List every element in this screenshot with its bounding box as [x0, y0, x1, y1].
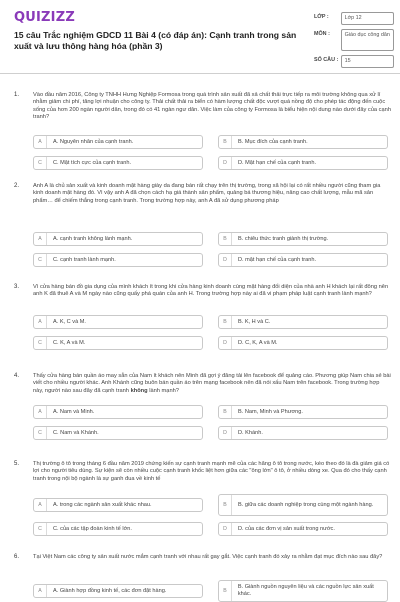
meta-count-value: 15	[341, 55, 394, 68]
question-text-part: Thấy cửa hàng bán quần áo may sẵn của Nam ít khách nên Minh đã gợi ý đăng tải lên facebook để quảng cáo. Phương giúp Nam chia sẻ bài viết cho nhiều người khác. Anh Khánh cũng buôn bán quần áo trên mạng facebook nên đã nói xấu Nam trên facebook. Trong trường hợp này, người nào sau đây đã cạnh tranh	[33, 373, 391, 394]
option-b[interactable]	[218, 315, 388, 329]
option-letter: D	[219, 523, 232, 535]
option-letter: D	[219, 254, 232, 266]
option-text: D. Khánh.	[238, 429, 263, 436]
option-text: B. Nam, Minh và Phương.	[238, 408, 303, 415]
option-b[interactable]	[218, 405, 388, 419]
option-letter: A	[34, 499, 47, 511]
option-d[interactable]	[218, 522, 388, 536]
option-text: A. Giành hợp đồng kinh tế, các đơn đặt hàng.	[53, 587, 167, 594]
question-number: 4.	[14, 373, 20, 379]
option-text: B. chiêu thức tranh giành thị trường.	[238, 235, 329, 242]
question-text: Anh A là chủ sản xuất và kinh doanh mặt hàng giày da đang bán rất chạy trên thị trường, trong xã hội lại có rất nhiều người cũng tham gia kinh doanh mặt hàng đó. Vì vậy anh A đã chọn cách hạ giá thành sản phẩm, quảng bá thương hiệu, nâng cao chất lượng, mẫu mã sản phẩm… để chiếm thắng trong cạnh tranh. Trong trường hợp này, anh A đã sử dụng phương pháp	[33, 183, 381, 204]
option-b[interactable]	[218, 135, 388, 149]
option-letter: C	[34, 523, 47, 535]
option-text: B. K, H và C.	[238, 318, 271, 325]
question-text-part: lành mạnh?	[147, 387, 179, 394]
meta-panel	[314, 12, 394, 72]
option-text: C. K, A và M.	[53, 339, 86, 346]
option-a[interactable]	[33, 498, 203, 512]
option-text: D. của các đơn vị sản xuất trong nước.	[238, 525, 335, 532]
option-a[interactable]	[33, 584, 203, 598]
option-c[interactable]	[33, 522, 203, 536]
option-letter: C	[34, 427, 47, 439]
option-letter: C	[34, 337, 47, 349]
option-letter: B	[219, 316, 232, 328]
meta-class-value: Lớp 12	[341, 12, 394, 25]
option-a[interactable]	[33, 315, 203, 329]
option-letter: A	[34, 316, 47, 328]
option-b[interactable]	[218, 494, 388, 516]
option-a[interactable]	[33, 135, 203, 149]
question-number: 1.	[14, 92, 20, 98]
meta-count-label: SỐ CÂU :	[314, 57, 339, 63]
question-text-emphasis: không	[130, 387, 148, 394]
option-text: C. của các tập đoàn kinh tế lớn.	[53, 525, 132, 532]
option-text: B. giữa các doanh nghiệp trong cùng một ngành hàng.	[238, 501, 374, 508]
question-text: Tại Việt Nam các công ty sản xuất nước mắm cạnh tranh với nhau rất gay gắt. Việc cạnh tranh đó xảy ra nhằm đạt mục đích nào sau đây?	[33, 554, 383, 560]
option-letter: A	[34, 233, 47, 245]
option-c[interactable]	[33, 336, 203, 350]
question-text: Vào đầu năm 2016, Công ty TNHH Hưng Nghiệp Formosa trong quá trình sản xuất đã xả chất thải trực tiếp ra môi trường không qua xử lí nhằm giảm chi phí, tăng lợi nhuận cho công ty. Thải chất thải ra biển có hàm lượng chất độc vượt quá nồng độ cho phép tác động đến cuộc sống của hơn 200 ngàn người dân, trong đó có 41 ngàn ngư dân. Việc làm của công ty Formosa là biểu hiện nội dung nào dưới đây của cạnh tranh?	[33, 92, 391, 121]
meta-count-row	[314, 55, 394, 68]
option-letter: C	[34, 254, 47, 266]
option-letter: C	[34, 157, 47, 169]
question-text: Thị trường ô tô trong tháng 6 đầu năm 2019 chứng kiến sự cạnh tranh mạnh mẽ của các hãng ô tô trong nước, kéo theo đó là đà giảm giá có lợi cho người tiêu dùng. Sự kiện sẽ còn nhiều cuộc cạnh tranh khốc liệt hơn giữa các "ông lớn" ô tô, ở nhiều dòng xe. Qua đó cho thấy cạnh tranh trong nội bộ ngành là sự ganh đua về kinh tế	[33, 461, 390, 482]
option-text: A. K, C và M.	[53, 318, 86, 325]
option-text: A. Nam và Minh.	[53, 408, 95, 415]
brand-logo: QUIZIZZ	[14, 10, 75, 25]
meta-subject-value: Giáo dục công dân	[341, 29, 394, 51]
option-c[interactable]	[33, 426, 203, 440]
option-letter: B	[219, 136, 232, 148]
option-b[interactable]	[218, 580, 388, 602]
question-number: 5.	[14, 461, 20, 467]
option-a[interactable]	[33, 405, 203, 419]
header-divider	[0, 73, 400, 74]
option-letter: A	[34, 585, 47, 597]
option-letter: B	[219, 581, 232, 601]
meta-class-label: LỚP :	[314, 14, 329, 20]
option-letter: B	[219, 406, 232, 418]
question-number: 3.	[14, 284, 20, 290]
option-text: B. Mục đích của cạnh tranh.	[238, 138, 308, 145]
question-number: 6.	[14, 554, 20, 560]
option-text: D. Mặt hạn chế của cạnh tranh.	[238, 159, 317, 166]
meta-subject-row	[314, 29, 394, 51]
meta-subject-label: MÔN :	[314, 31, 330, 37]
option-d[interactable]	[218, 426, 388, 440]
option-text: D. C, K, A và M.	[238, 339, 278, 346]
option-letter: D	[219, 157, 232, 169]
page-title: 15 câu Trắc nghiệm GDCD 11 Bài 4 (có đáp án): Cạnh tranh trong sản xuất và lưu thông hàng hóa (phần 3)	[14, 30, 297, 51]
option-text: B. Giành nguồn nguyên liệu và các nguồn lực sản xuất khác.	[237, 584, 374, 597]
option-text: A. Nguyên nhân của cạnh tranh.	[53, 138, 134, 145]
option-a[interactable]	[33, 232, 203, 246]
option-text: C. Mặt tích cực của cạnh tranh.	[53, 159, 132, 166]
option-text: A. cạnh tranh không lành mạnh.	[53, 235, 133, 242]
question-text	[33, 373, 391, 395]
option-c[interactable]	[33, 253, 203, 267]
option-c[interactable]	[33, 156, 203, 170]
question-number: 2.	[14, 183, 20, 189]
option-d[interactable]	[218, 253, 388, 267]
option-letter: A	[34, 406, 47, 418]
header	[0, 0, 400, 72]
option-b[interactable]	[218, 232, 388, 246]
option-letter: A	[34, 136, 47, 148]
option-text: C. Nam và Khánh.	[53, 429, 99, 436]
question-text: Vì cửa hàng bán đồ gia dụng của mình khách ít trong khi cửa hàng kinh doanh cùng mặt hàng đối diện của nhà anh H khách lại rất đông nên anh K đã thuê A và M ngày nào cũng quấy phá quán của anh H. Trong trường hợp này ai đã vi phạm pháp luật cạnh tranh lành mạnh?	[33, 284, 389, 298]
option-text: C. cạnh tranh lành mạnh.	[53, 256, 116, 263]
option-letter: D	[219, 427, 232, 439]
meta-class-row	[314, 12, 394, 25]
option-letter: B	[219, 495, 232, 515]
option-letter: B	[219, 233, 232, 245]
option-letter: D	[219, 337, 232, 349]
option-text: A. trong các ngành sản xuất khác nhau.	[53, 501, 152, 508]
option-text: D. mặt hạn chế của cạnh tranh.	[238, 256, 317, 263]
option-d[interactable]	[218, 156, 388, 170]
option-d[interactable]	[218, 336, 388, 350]
